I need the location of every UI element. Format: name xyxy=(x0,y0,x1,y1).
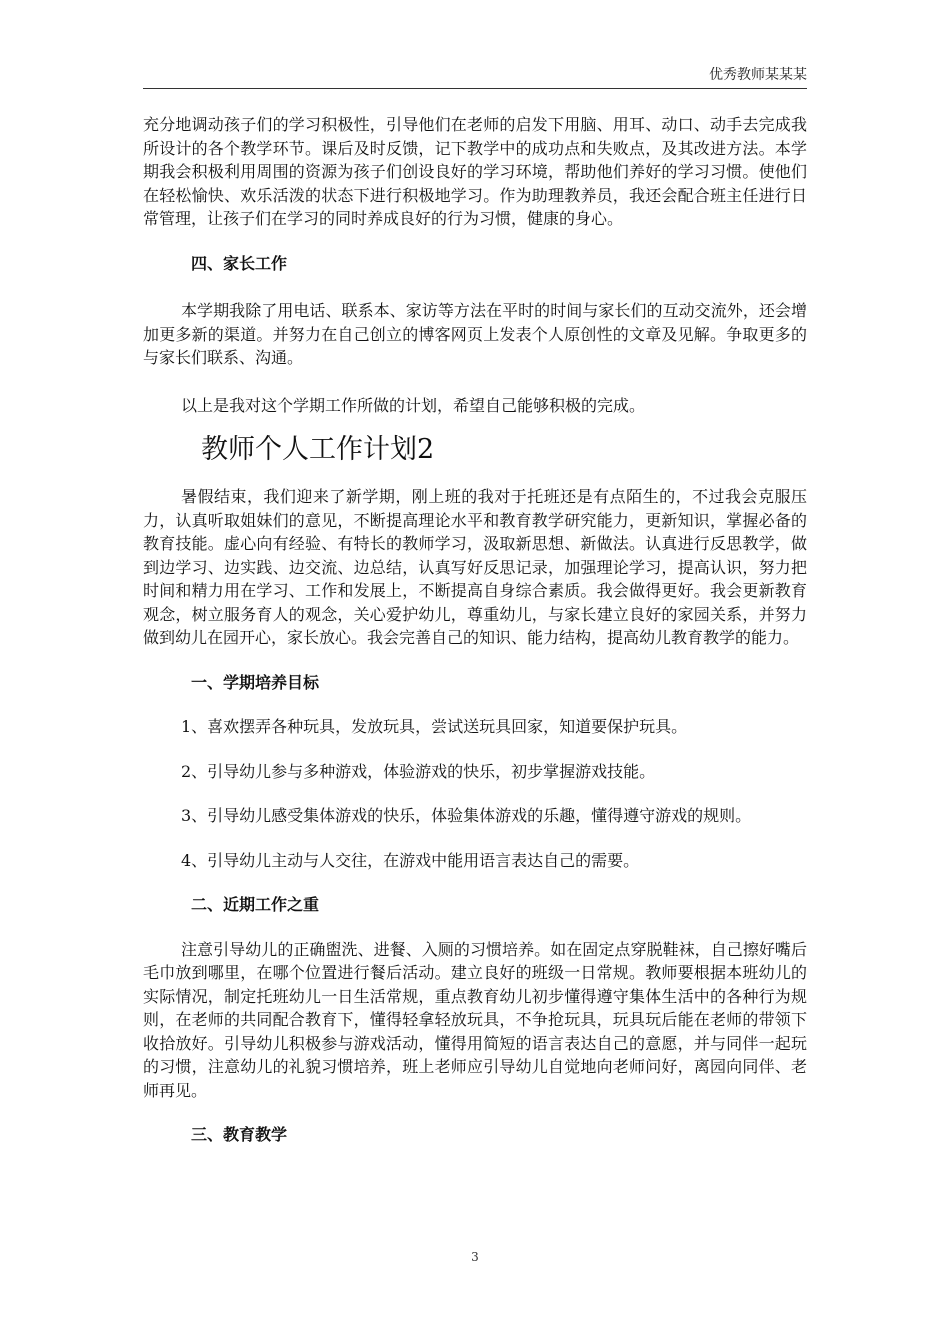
paragraph-parent-work: 本学期我除了用电话、联系本、家访等方法在平时的时间与家长们的互动交流外，还会增加更多新的渠道。并努力在自己创立的博客网页上发表个人原创性的文章及见解。争取更多的与家长们联系、沟通。 xyxy=(143,301,807,367)
running-header: 优秀教师某某某 xyxy=(709,67,807,83)
goal-item-2: 2、引导幼儿参与多种游戏，体验游戏的快乐，初步掌握游戏技能。 xyxy=(181,761,656,781)
goal-item-4: 4、引导幼儿主动与人交往，在游戏中能用语言表达自己的需要。 xyxy=(181,850,640,870)
goal-item-1: 1、喜欢摆弄各种玩具，发放玩具，尝试送玩具回家，知道要保护玩具。 xyxy=(181,717,688,736)
page-number: 3 xyxy=(471,1250,479,1264)
heading-parent-work: 四、家长工作 xyxy=(191,253,288,273)
heading-teaching: 三、教育教学 xyxy=(191,1125,288,1144)
heading-semester-goals: 一、学期培养目标 xyxy=(191,672,320,692)
section-title: 教师个人工作计划2 xyxy=(201,434,435,465)
paragraph-recent-work: 注意引导幼儿的正确盥洗、进餐、入厕的习惯培养。如在固定点穿脱鞋袜，自己擦好嘴后毛巾放到哪里，在哪个位置进行餐后活动。建立良好的班级一日常规。教师要根据本班幼儿的实际情况，制定托班幼儿一日生活常规，重点教育幼儿初步懂得遵守集体生活中的各种行为规则，在老师的共同配合教育下，懂得轻拿轻放玩具，不争抢玩具，玩具玩后能在老师的带领下收拾放好。引导幼儿积极参与游戏活动，懂得用简短的语言表达自己的意愿，并与同伴一起玩的习惯，注意幼儿的礼貌习惯培养，班上老师应引导幼儿自觉地向老师问好，离园向同伴、老师再见。 xyxy=(143,939,807,1100)
page-body xyxy=(143,113,807,1147)
paragraph-semester-intro: 暑假结束，我们迎来了新学期，刚上班的我对于托班还是有点陌生的，不过我会克服压力，认真听取姐妹们的意见，不断提高理论水平和教育教学研究能力，更新知识，掌握必备的教育技能。虚心向有经验、有特长的教师学习，汲取新思想、新做法。认真进行反思教学，做到边学习、边实践、边交流、边总结，认真写好反思记录，加强理论学习，提高认识，努力把时间和精力用在学习、工作和发展上，不断提高自身综合素质。我会做得更好。我会更新教育观念，树立服务育人的观念，关心爱护幼儿，尊重幼儿，与家长建立良好的家园关系，并努力做到幼儿在园开心，家长放心。我会完善自己的知识、能力结构，提高幼儿教育教学的能力。 xyxy=(143,487,807,647)
goal-item-3: 3、引导幼儿感受集体游戏的快乐，体验集体游戏的乐趣，懂得遵守游戏的规则。 xyxy=(181,806,752,825)
paragraph-intro-continued: 充分地调动孩子们的学习积极性，引导他们在老师的启发下用脑、用耳、动口、动手去完成我所设计的各个教学环节。课后及时反馈，记下教学中的成功点和失败点，及其改进方法。本学期我会积极利用周围的资源为孩子们创设良好的学习环境，帮助他们养好的学习习惯。使他们在轻松愉快、欢乐活泼的状态下进行积极地学习。作为助理教养员，我还会配合班主任进行日常管理，让孩子们在学习的同时养成良好的行为习惯，健康的身心。 xyxy=(143,115,807,228)
header-rule xyxy=(143,88,807,89)
heading-recent-work: 二、近期工作之重 xyxy=(191,895,320,914)
paragraph-conclusion: 以上是我对这个学期工作所做的计划，希望自己能够积极的完成。 xyxy=(181,395,646,415)
